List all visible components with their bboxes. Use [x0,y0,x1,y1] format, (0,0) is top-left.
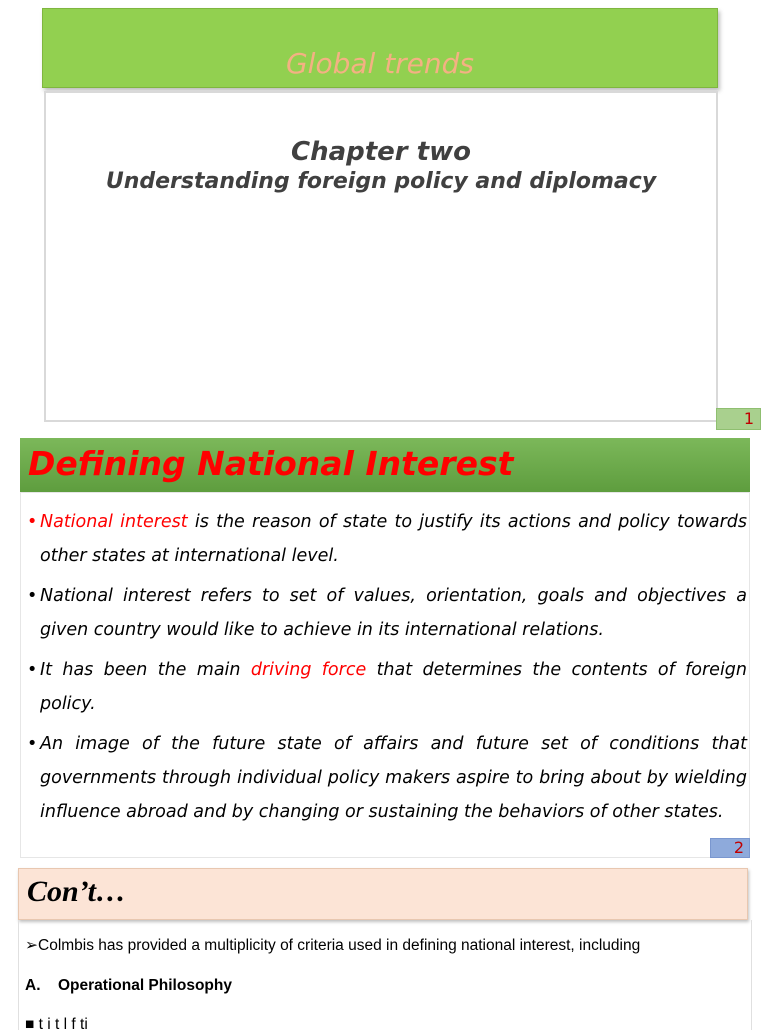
bullet-text-before: It has been the main [40,660,251,680]
slide1-header-bar [42,8,718,88]
slide3-intro [25,936,640,955]
bullet-marker: • [27,734,38,754]
arrow-bullet-icon: ➢ [25,937,38,954]
bullet-item-2 [27,579,747,647]
bullet-marker: • [27,586,38,606]
bullet-text: is the reason of state to justify its actions and policy towards other states at international level. [40,512,747,566]
slide2-header-bar [20,438,750,492]
slide3-title: Con’t… [27,875,126,908]
bullet-item-3 [27,653,747,721]
bullet-text-after: that determines the contents of foreign policy. [40,660,747,714]
slide1-content-box [44,91,718,422]
slide2-bullet-list [27,505,747,835]
slide3-header-bar [18,868,748,920]
slide3-item-a [25,977,232,995]
bullet-item-1 [27,505,747,573]
slide2-page-number: 2 [710,838,750,858]
slide1-subtitle: Understanding foreign policy and diplomacy [105,169,657,194]
slide2-title: Defining National Interest [28,444,514,483]
highlight-driving-force: driving force [250,660,367,680]
item-letter: A. [25,977,41,994]
bullet-marker: • [27,512,38,532]
slide1-chapter-title: Chapter two [291,137,471,167]
slide2-content-box [20,492,750,858]
bullet-marker: • [27,660,38,680]
bullet-text: An image of the future state of affairs and future set of conditions that governments through individual policy makers aspire to bring about by wielding influence abroad and by changing or sustaining the behaviors of other states. [40,734,747,822]
slide3-intro-text: Colmbis has provided a multiplicity of criteria used in defining national interest, including [38,937,641,954]
slide1-page-number: 1 [716,408,761,430]
bullet-text: National interest refers to set of values, orientation, goals and objectives a given country would like to achieve in its international relations. [40,586,747,640]
slide3-partial-line: ■ t i t l f ti [25,1016,88,1033]
slide3-content-box [18,920,752,1033]
highlight-national-interest: National interest [40,512,188,532]
bullet-item-4 [27,727,747,829]
slide1-header-title: Global trends [285,47,475,80]
item-label: Operational Philosophy [58,977,232,994]
